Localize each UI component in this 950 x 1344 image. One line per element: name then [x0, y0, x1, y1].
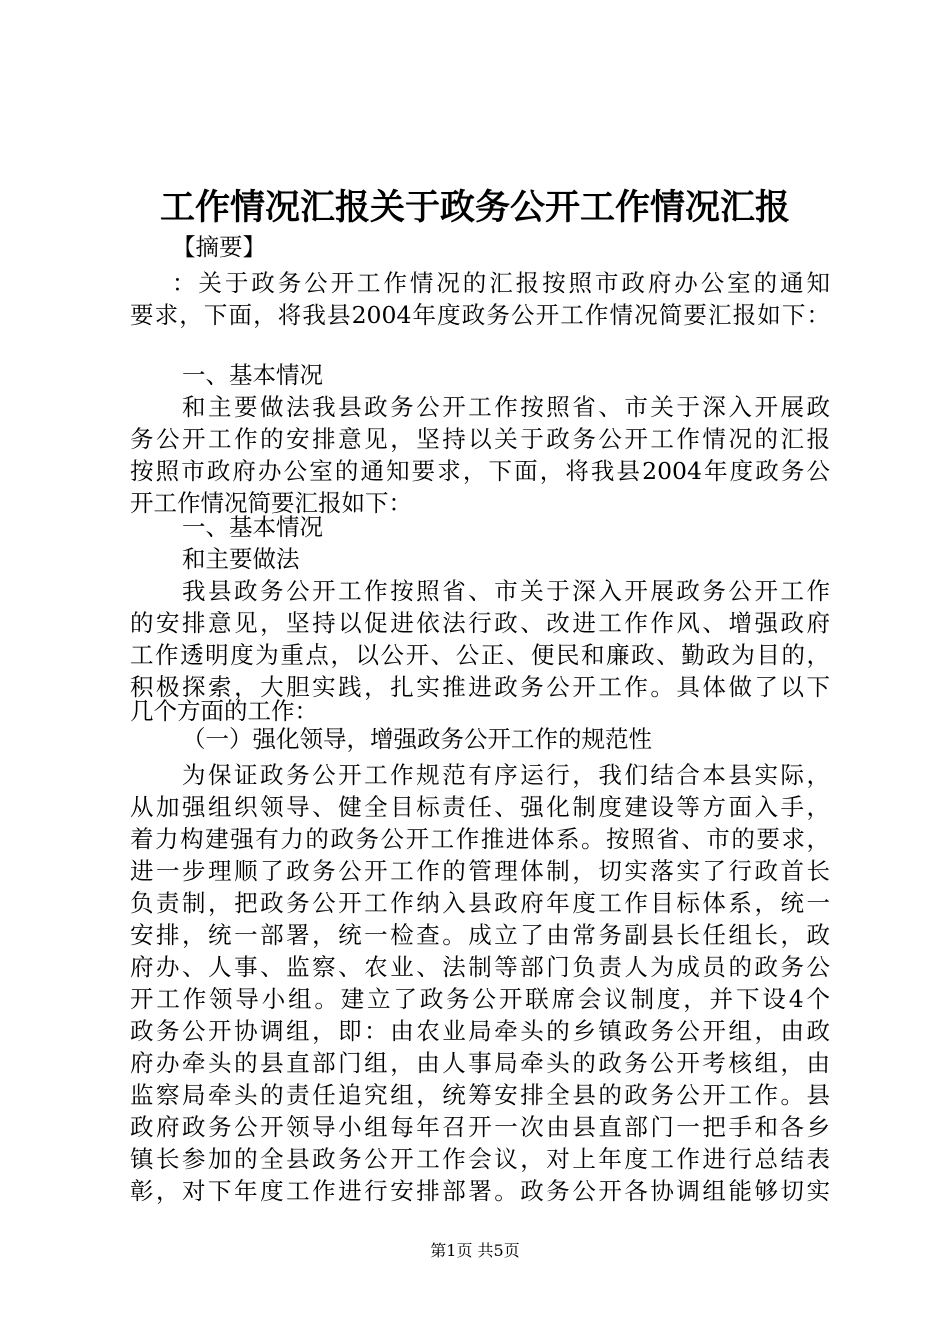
- body-line: 府办牵头的县直部门组，由人事局牵头的政务公开考核组，由: [130, 1049, 830, 1077]
- body-line: 政府政务公开领导小组每年召开一次由县直部门一把手和各乡: [130, 1113, 830, 1141]
- body-line: 安排，统一部署，统一检查。成立了由常务副县长任组长，政: [130, 921, 830, 949]
- body-line: 开工作情况简要汇报如下：: [130, 489, 412, 517]
- body-line: 几个方面的工作：: [130, 697, 318, 725]
- body-line: 按照市政府办公室的通知要求，下面，将我县2004年度政务公: [130, 457, 830, 485]
- subsection-heading: （一）强化领导，增强政务公开工作的规范性: [182, 725, 652, 753]
- body-line: 积极探索，大胆实践，扎实推进政务公开工作。具体做了以下: [130, 673, 830, 701]
- body-line: 府办、人事、监察、农业、法制等部门负责人为成员的政务公: [130, 953, 830, 981]
- body-line: 工作透明度为重点，以公开、公正、便民和廉政、勤政为目的，: [130, 641, 830, 669]
- body-line: 和主要做法: [182, 545, 300, 573]
- body-line: 我县政务公开工作按照省、市关于深入开展政务公开工作: [182, 577, 830, 605]
- body-line: 政务公开协调组，即：由农业局牵头的乡镇政务公开组，由政: [130, 1017, 830, 1045]
- body-line: 负责制，把政务公开工作纳入县政府年度工作目标体系，统一: [130, 889, 830, 917]
- body-line: ：关于政务公开工作情况的汇报按照市政府办公室的通知: [172, 269, 830, 297]
- body-line: 开工作领导小组。建立了政务公开联席会议制度，并下设4个: [130, 985, 830, 1013]
- body-line: 镇长参加的全县政务公开工作会议，对上年度工作进行总结表: [130, 1145, 830, 1173]
- page-footer: 第1页 共5页: [430, 1241, 520, 1260]
- section-heading: 一、基本情况: [182, 513, 323, 541]
- body-line: 彰，对下年度工作进行安排部署。政务公开各协调组能够切实: [130, 1177, 830, 1205]
- body-line: 的安排意见，坚持以促进依法行政、改进工作作风、增强政府: [130, 609, 830, 637]
- body-line: 从加强组织领导、健全目标责任、强化制度建设等方面入手，: [130, 793, 830, 821]
- body-line: 务公开工作的安排意见，坚持以关于政务公开工作情况的汇报: [130, 425, 830, 453]
- body-line: 和主要做法我县政务公开工作按照省、市关于深入开展政: [182, 393, 830, 421]
- body-line: 着力构建强有力的政务公开工作推进体系。按照省、市的要求，: [130, 825, 830, 853]
- abstract-heading: 【摘要】: [172, 233, 266, 261]
- section-heading: 一、基本情况: [182, 361, 323, 389]
- body-line: 监察局牵头的责任追究组，统筹安排全县的政务公开工作。县: [130, 1081, 830, 1109]
- body-line: 进一步理顺了政务公开工作的管理体制，切实落实了行政首长: [130, 857, 830, 885]
- body-line: 要求，下面，将我县2004年度政务公开工作情况简要汇报如下：: [130, 301, 830, 329]
- body-line: 为保证政务公开工作规范有序运行，我们结合本县实际，: [182, 761, 830, 789]
- document-title: 工作情况汇报关于政务公开工作情况汇报: [159, 187, 790, 228]
